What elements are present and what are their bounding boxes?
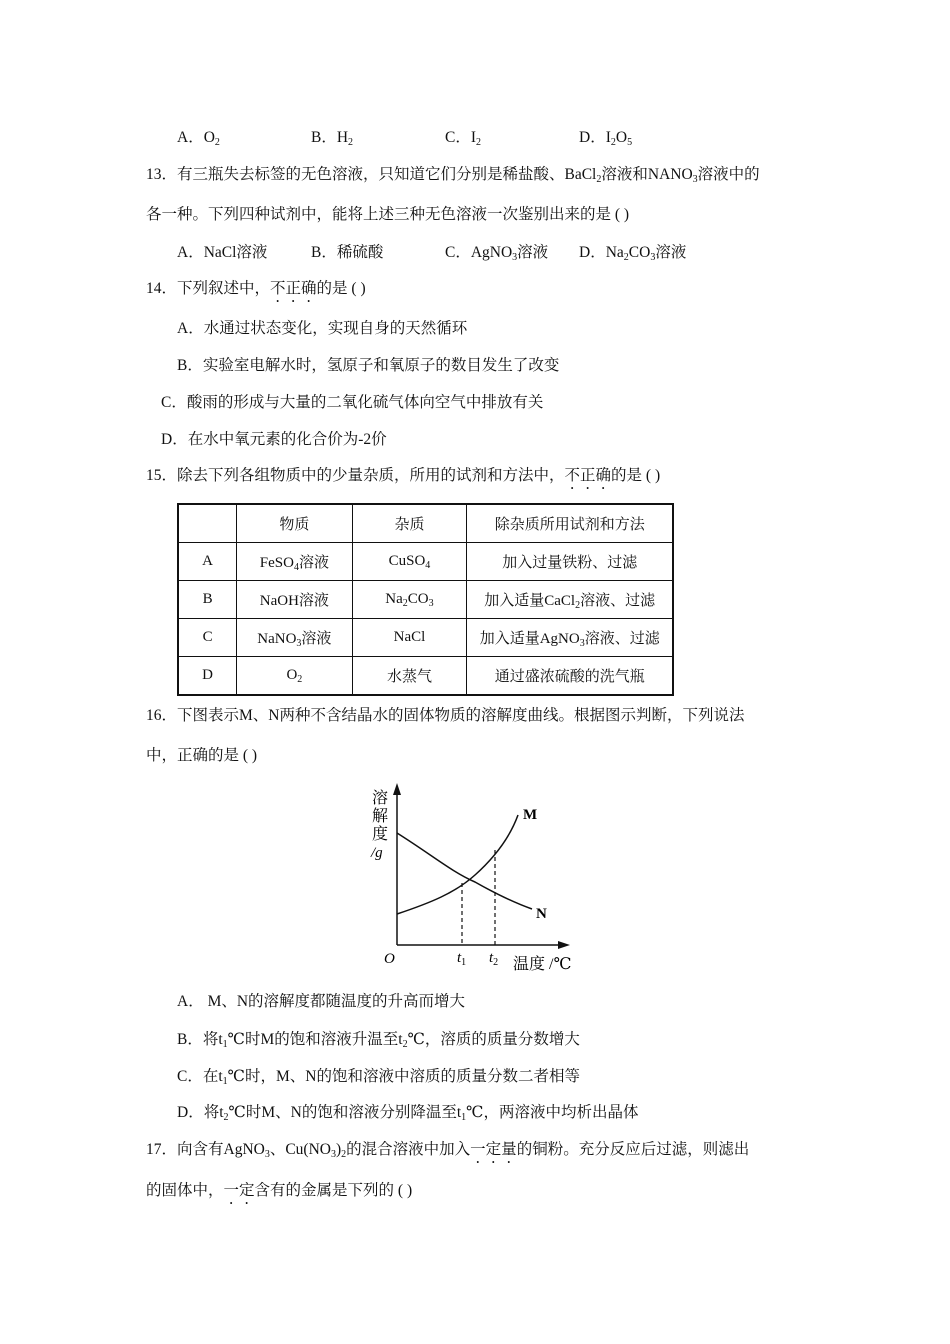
- q17-stem-line1: 17．向含有AgNO$_3$、$Cu(NO_3)_2$的混合溶液中加入一定量的铜粉。充分反应后过滤，则滤出: [146, 1141, 750, 1160]
- x-axis-arrow: [558, 941, 570, 949]
- solubility-graph: [360, 775, 600, 980]
- row-impurity: 水蒸气: [352, 657, 467, 696]
- q14-emphasis: 不正确: [270, 280, 317, 297]
- row-impurity: CuSO$_4$: [352, 543, 467, 581]
- q17-emphasis-2: 一定: [223, 1182, 255, 1199]
- q12-option-a: A．$O_2$: [177, 129, 220, 148]
- origin-label: O: [384, 951, 395, 967]
- row-id: A: [178, 543, 237, 581]
- q17-emphasis-1: 一定量: [470, 1141, 517, 1158]
- table-header-cell: 物质: [237, 504, 352, 543]
- row-method: 加入过量铁粉、过滤: [467, 543, 673, 581]
- q13-option-b: B．稀硫酸: [311, 244, 384, 261]
- q13-option-d: D．$Na_2CO_3$溶液: [579, 244, 687, 263]
- ylabel-4: /g: [371, 845, 383, 861]
- row-substance: NaNO$_3$溶液: [237, 619, 352, 657]
- row-method: 加入适量CaCl$_2$溶液、过滤: [467, 581, 673, 619]
- q14-option-c: C．酸雨的形成与大量的二氧化硫气体向空气中排放有关: [161, 394, 544, 411]
- row-method: 通过盛浓硫酸的洗气瓶: [467, 657, 673, 696]
- row-substance: NaOH溶液: [237, 581, 352, 619]
- q17-stem-line2: 的固体中，一定含有的金属是下列的 ( ): [146, 1182, 413, 1199]
- row-substance: FeSO$_4$溶液: [237, 543, 352, 581]
- curve-n: [397, 833, 532, 909]
- y-axis-arrow: [393, 783, 401, 795]
- row-id: D: [178, 657, 237, 696]
- row-id: C: [178, 619, 237, 657]
- q12-option-c: C．$I_2$: [445, 129, 482, 148]
- q15-emphasis: 不正确: [564, 467, 612, 484]
- table-header-cell: 杂质: [352, 504, 467, 543]
- t1-label: $t_1$: [457, 950, 467, 968]
- q14-option-b: B．实验室电解水时，氢原子和氧原子的数目发生了改变: [177, 357, 560, 374]
- label-m: M: [523, 807, 538, 823]
- table-row: [178, 581, 673, 619]
- row-method: 加入适量AgNO$_3$溶液、过滤: [467, 619, 673, 657]
- table-header-cell: 除杂质所用试剂和方法: [467, 504, 673, 543]
- q16-option-a: A． M、N的溶解度都随温度的升高而增大: [177, 993, 466, 1010]
- row-substance: $O_2$: [237, 657, 352, 696]
- q16-stem-line1: 16．下图表示M、N两种不含结晶水的固体物质的溶解度曲线。根据图示判断，下列说法: [146, 707, 745, 724]
- q16-option-c: C．在$t_1℃$时，M、N的饱和溶液中溶质的质量分数二者相等: [177, 1068, 580, 1087]
- q13-option-a: A．NaCl溶液: [177, 244, 268, 261]
- table-header-cell: [178, 504, 237, 543]
- q12-option-b: B．$H_2$: [311, 129, 354, 148]
- row-impurity: NaCl: [352, 619, 467, 657]
- label-n: N: [536, 906, 547, 922]
- q14-stem: 14．下列叙述中，不正确的是 ( ): [146, 280, 366, 297]
- row-impurity: $Na_2CO_3$: [352, 581, 467, 619]
- ylabel-2: 解: [372, 808, 389, 825]
- q15-table: [177, 503, 674, 696]
- ylabel-1: 溶: [372, 790, 389, 807]
- q12-option-d: D．$I_2O_5$: [579, 129, 633, 148]
- q14-option-a: A．水通过状态变化，实现自身的天然循环: [177, 320, 468, 337]
- ylabel-3: 度: [372, 826, 389, 843]
- q15-stem: 15．除去下列各组物质中的少量杂质，所用的试剂和方法中，不正确的是 ( ): [146, 467, 661, 484]
- q14-option-d: D．在水中氧元素的化合价为-2价: [161, 431, 387, 448]
- xlabel: 温度 /℃: [513, 956, 572, 973]
- q13-stem-line2: 各一种。下列四种试剂中，能将上述三种无色溶液一次鉴别出来的是 ( ): [146, 206, 630, 223]
- table-header-row: [178, 504, 673, 543]
- table-row: [178, 619, 673, 657]
- t2-label: $t_2$: [489, 950, 499, 968]
- q13-stem-line1: 13．有三瓶失去标签的无色溶液，只知道它们分别是稀盐酸、BaCl$_2$溶液和$NANO_3$溶液中的: [146, 166, 760, 185]
- curve-m: [397, 815, 518, 914]
- table-row: [178, 543, 673, 581]
- q13-option-c: C．AgNO$_3$溶液: [445, 244, 549, 263]
- table-row: [178, 657, 673, 696]
- q16-option-b: B．将$t_1℃$时M的饱和溶液升温至$t_2℃$，溶质的质量分数增大: [177, 1031, 580, 1050]
- row-id: B: [178, 581, 237, 619]
- q16-stem-line2: 中，正确的是 ( ): [146, 747, 258, 764]
- q16-option-d: D．将$t_2℃$时M、N的饱和溶液分别降温至$t_1℃$，两溶液中均析出晶体: [177, 1104, 639, 1123]
